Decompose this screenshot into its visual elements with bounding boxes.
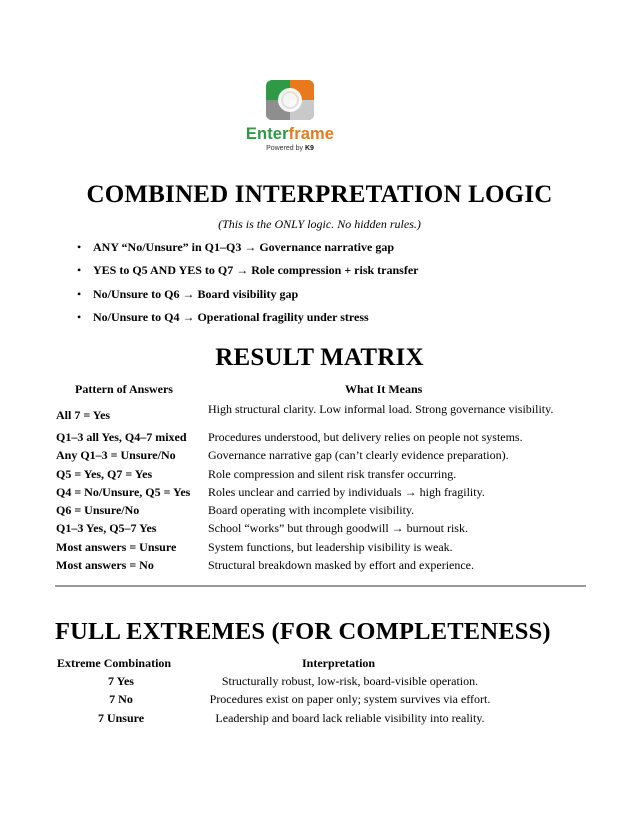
- extremes-col-combo: Extreme Combination: [57, 656, 172, 670]
- interp-cell: Leadership and board lack reliable visibility into reality.: [215, 710, 485, 725]
- extremes-col-interp: Interpretation: [302, 656, 376, 670]
- pattern-cell: Q5 = Yes, Q7 = Yes: [56, 466, 153, 481]
- pattern-cell: All 7 = Yes: [56, 408, 111, 422]
- section-divider: [55, 585, 586, 587]
- table-row: [56, 466, 586, 484]
- table-row: [56, 539, 586, 557]
- brand-tagline: [190, 145, 390, 152]
- pattern-cell: Q1–3 Yes, Q5–7 Yes: [56, 521, 157, 536]
- pattern-cell: Q4 = No/Unsure, Q5 = Yes: [56, 484, 191, 499]
- brand-tagline-brand: K9: [304, 145, 314, 152]
- table-row: [56, 401, 586, 429]
- logic-item: • ANY “No/Unsure” in Q1–Q3 → Governance narrative gap: [75, 239, 419, 262]
- matrix-title: RESULT MATRIX: [215, 344, 424, 371]
- meaning-cell: System functions, but leadership visibility is weak.: [208, 539, 453, 554]
- meaning-cell: Governance narrative gap (can’t clearly evidence preparation).: [208, 448, 509, 463]
- matrix-table: [56, 401, 586, 575]
- logic-list: [75, 239, 419, 332]
- combo-cell: 7 Yes: [108, 674, 134, 688]
- extremes-table: [57, 673, 537, 728]
- interp-cell: Procedures exist on paper only; system survives via effort.: [209, 692, 491, 707]
- table-row: [57, 710, 537, 728]
- extremes-title: FULL EXTREMES (FOR COMPLETENESS): [55, 618, 551, 645]
- logic-item: • YES to Q5 AND YES to Q7 → Role compression + risk transfer: [75, 262, 419, 285]
- table-row: [56, 520, 586, 538]
- meaning-cell: Roles unclear and carried by individuals → high fragility.: [208, 484, 485, 499]
- pattern-cell: Most answers = Unsure: [56, 539, 177, 554]
- brand-logo: [190, 55, 390, 170]
- pattern-cell: Any Q1–3 = Unsure/No: [56, 448, 176, 463]
- meaning-cell: Role compression and silent risk transfer occurring.: [208, 466, 457, 481]
- meaning-cell: School “works” but through goodwill → burnout risk.: [208, 521, 468, 536]
- matrix-col-meaning: What It Means: [345, 382, 423, 396]
- pattern-cell: Most answers = No: [56, 558, 154, 573]
- enterframe-logo-icon: [265, 79, 315, 121]
- logic-item: • No/Unsure to Q6 → Board visibility gap: [75, 286, 419, 309]
- table-row: [56, 557, 586, 575]
- table-row: [57, 673, 537, 691]
- brand-name: [190, 125, 390, 144]
- table-row: [57, 691, 537, 709]
- interp-cell: Structurally robust, low-risk, board-visible operation.: [221, 674, 479, 688]
- table-row: [56, 447, 586, 465]
- logic-note: (This is the ONLY logic. No hidden rules.): [218, 217, 421, 231]
- meaning-cell: Structural breakdown masked by effort and experience.: [208, 558, 475, 573]
- combo-cell: 7 No: [109, 692, 133, 707]
- logic-title: COMBINED INTERPRETATION LOGIC: [86, 181, 553, 208]
- table-row: [56, 502, 586, 520]
- pattern-cell: Q1–3 all Yes, Q4–7 mixed: [56, 430, 187, 444]
- logic-item: • No/Unsure to Q4 → Operational fragility under stress: [75, 309, 419, 332]
- brand-tagline-prefix: Powered by: [266, 145, 304, 152]
- brand-name-part1: Enter: [245, 125, 289, 143]
- table-row: [56, 484, 586, 502]
- meaning-cell: High structural clarity. Low informal load. Strong governance visibility.: [208, 402, 554, 416]
- meaning-cell: Board operating with incomplete visibility.: [208, 503, 415, 518]
- matrix-col-pattern: Pattern of Answers: [75, 382, 173, 396]
- pattern-cell: Q6 = Unsure/No: [56, 503, 140, 518]
- combo-cell: 7 Unsure: [97, 710, 145, 725]
- table-row: [56, 429, 586, 447]
- brand-name-part2: frame: [288, 125, 335, 143]
- meaning-cell: Procedures understood, but delivery relies on people not systems.: [208, 430, 523, 444]
